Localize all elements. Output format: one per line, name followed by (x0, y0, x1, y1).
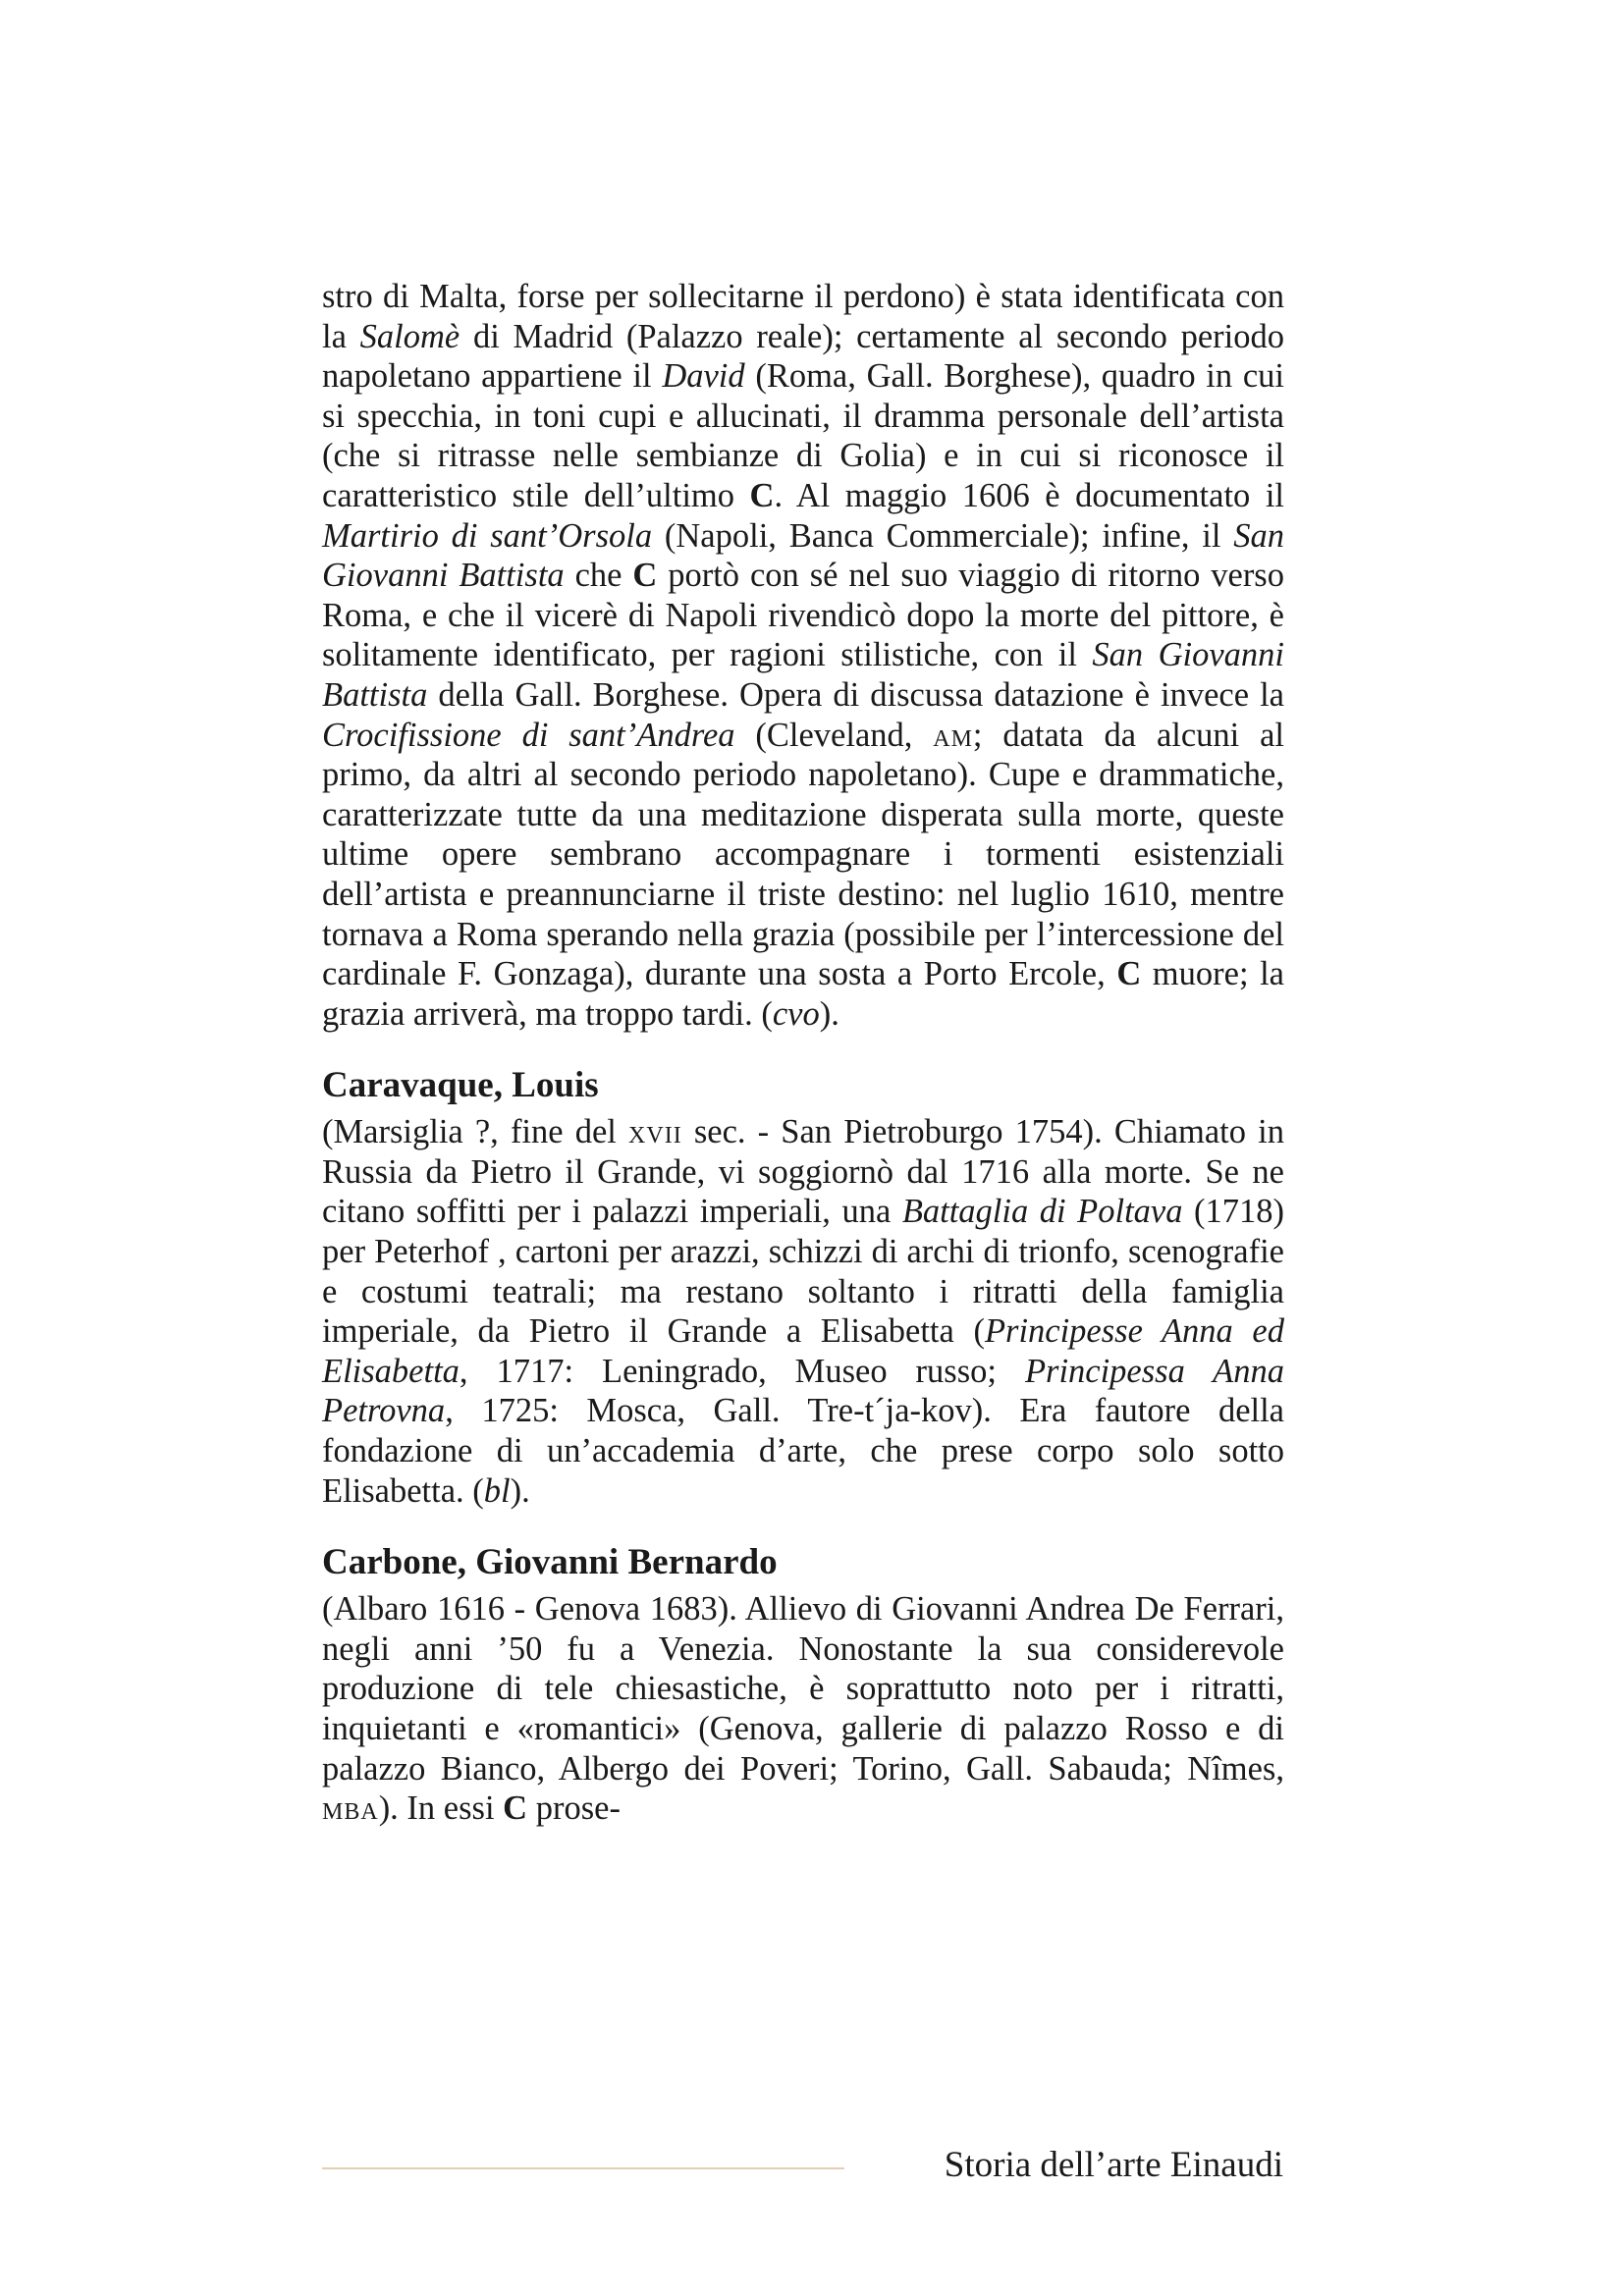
text-run: portò con sé nel suo viaggio di ritorno verso Roma, e che il vicerè di Napoli rivendicò dopo la morte del pittore, è solitamente identificato, per ragioni stilistiche, con il (322, 557, 1284, 674)
artwork-title: San Giovanni Battista (322, 516, 1284, 595)
text-run: . Al maggio 1606 è documentato il (774, 476, 1284, 514)
text-run: sec. - San Pietroburgo 1754). Chiamato in Russia da Pietro il Grande, vi soggiornò dal 1716 alla morte. Se ne citano soffitti per i palazzi imperiali, una (322, 1113, 1285, 1231)
artist-initial: C (1116, 955, 1142, 993)
artwork-title: Principessa Anna Petrovna (322, 1352, 1284, 1430)
text-run: della Gall. Borghese. Opera di discussa datazione è invece la (427, 675, 1284, 714)
text-run: (Napoli, Banca Commerciale); infine, il (652, 516, 1234, 555)
artwork-title: Salomè (359, 317, 460, 355)
footer-rule (322, 2167, 844, 2169)
author-initials: bl (483, 1471, 511, 1510)
artwork-title: David (662, 357, 745, 396)
page-body (322, 277, 1284, 1829)
intro-paragraph (322, 277, 1284, 1034)
text-run: (Marsiglia ?, fine del (322, 1113, 629, 1151)
entry-body (322, 1589, 1284, 1829)
artwork-title: Battaglia di Poltava (901, 1193, 1183, 1231)
entry-caravaque (322, 1063, 1284, 1511)
entry-carbone (322, 1540, 1284, 1829)
artist-initial: C (503, 1789, 528, 1828)
artist-initial: C (632, 557, 658, 595)
text-run: ). (819, 994, 839, 1033)
artwork-title: Martirio di sant’Orsola (322, 516, 653, 555)
text-run: ). (510, 1471, 530, 1510)
text-run: prose- (527, 1789, 621, 1828)
entry-heading: Caravaque, Louis (322, 1065, 599, 1106)
text-run: ; datata da alcuni al primo, da altri al secondo periodo napoletano). Cupe e drammatiche, caratterizzate tutte da una meditazione disperata sulla morte, queste ultime opere sembrano accompagnare i tormenti esistenziali dell’artista e preannunciarne il triste destino: nel luglio 1610, mentre tornava a Roma sperando nella grazia (possibile per l’intercessione del cardinale F. Gonzaga), durante una sosta a Porto Ercole, (322, 716, 1285, 993)
footer-title: Storia dell’arte Einaudi (944, 2145, 1283, 2185)
artwork-title: Crocifissione di sant’Andrea (322, 716, 735, 754)
text-run: di Madrid (Palazzo reale); certamente al secondo periodo napoletano appartiene il (322, 317, 1284, 396)
artist-initial: C (749, 476, 775, 514)
century-numeral: xvii (628, 1113, 682, 1151)
text-run: stro di Malta, forse per sollecitarne il perdono) è stata identificata con la (322, 278, 1284, 355)
text-run: muore; la grazia arriverà, ma troppo tardi. ( (322, 955, 1284, 1033)
artwork-title: San Giovanni Battista (322, 636, 1285, 714)
museum-abbreviation: mba (322, 1789, 379, 1828)
museum-abbreviation: am (933, 716, 973, 754)
text-run: ). In essi (378, 1789, 504, 1828)
entry-heading: Carbone, Giovanni Bernardo (322, 1542, 778, 1583)
text-run: (1718) per Peterhof , cartoni per arazzi, schizzi di archi di trionfo, scenografie e costumi teatrali; ma restano soltanto i ritratti della famiglia imperiale, da Pietro il Grande a Elisabetta ( (322, 1193, 1285, 1351)
entry-body (322, 1112, 1284, 1511)
text-run: (Roma, Gall. Borghese), quadro in cui si specchia, in toni cupi e allucinati, il dramma personale dell’artista (che si ritrasse nelle sembianze di Golia) e in cui si riconosce il caratteristico stile dell’ultimo (322, 357, 1284, 514)
artwork-title: Principesse Anna ed Elisabetta (322, 1312, 1284, 1390)
text-run: , 1717: Leningrado, Museo russo; (459, 1352, 1025, 1390)
text-run: (Albaro 1616 - Genova 1683). Allievo di Giovanni Andrea De Ferrari, negli anni ’50 fu a Venezia. Nonostante la sua considerevole produzione di tele chiesastiche, è soprattutto noto per i ritratti, inquietanti e «romantici» (Genova, gallerie di palazzo Rosso e di palazzo Bianco, Albergo dei Poveri; Torino, Gall. Sabauda; Nîmes, (322, 1590, 1284, 1788)
author-initials: cvo (772, 994, 820, 1033)
text-run: che (564, 557, 633, 595)
text-run: (Cleveland, (734, 716, 934, 754)
text-run: , 1725: Mosca, Gall. Tre-t´ja-kov). Era fautore della fondazione di un’accademia d’arte, che prese corpo solo sotto Elisabetta. ( (322, 1392, 1284, 1510)
